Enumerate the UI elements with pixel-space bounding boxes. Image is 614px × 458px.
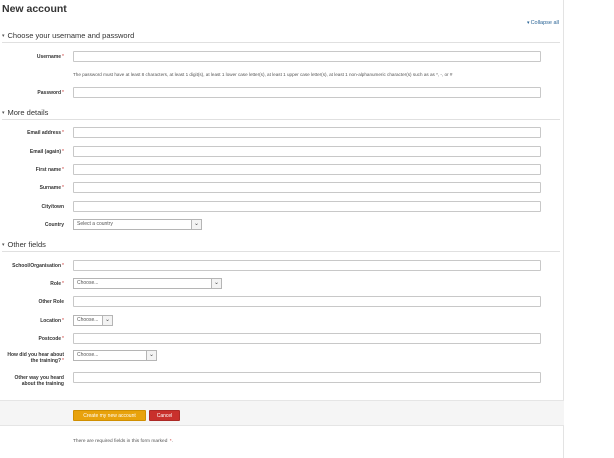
- collapse-all-link[interactable]: ▾Collapse all: [527, 20, 559, 26]
- other-role-input[interactable]: [73, 296, 541, 307]
- required-marker: *: [62, 149, 64, 155]
- country-select[interactable]: Select a country ⌄: [73, 219, 202, 230]
- username-input[interactable]: [73, 51, 541, 62]
- role-select[interactable]: Choose... ⌄: [73, 278, 222, 289]
- first-name-input[interactable]: [73, 164, 541, 175]
- email-input[interactable]: [73, 127, 541, 138]
- caret-down-icon: ▾: [2, 109, 5, 116]
- city-label: City/town: [41, 204, 64, 210]
- required-marker: *: [62, 130, 64, 136]
- row-school: [0, 260, 564, 274]
- hear-about-label-line2: the training?: [30, 358, 62, 364]
- create-account-button[interactable]: Create my new account: [73, 410, 146, 421]
- caret-down-icon: ▾: [527, 20, 530, 26]
- section-header-account[interactable]: ▾ Choose your username and password: [2, 31, 135, 40]
- other-way-label-line2: about the training: [21, 381, 64, 387]
- required-marker: *: [62, 318, 64, 324]
- chevron-down-icon: ⌄: [146, 351, 156, 360]
- cancel-button[interactable]: Cancel: [149, 410, 180, 421]
- chevron-down-icon: ⌄: [102, 316, 112, 325]
- row-role: [0, 278, 564, 292]
- caret-down-icon: ▾: [2, 32, 5, 39]
- section-details: [2, 108, 560, 117]
- required-fields-note: There are required fields in this form marked *.: [73, 439, 173, 444]
- other-way-input[interactable]: [73, 372, 541, 383]
- password-label: Password: [37, 90, 62, 96]
- row-city: [0, 201, 564, 215]
- email-label: Email address: [27, 130, 62, 136]
- required-marker: *: [62, 185, 64, 191]
- first-name-label: First name: [35, 167, 62, 173]
- required-marker: *: [62, 336, 64, 342]
- school-label: School/Organisation: [12, 263, 62, 269]
- required-marker: *: [62, 54, 64, 60]
- password-input[interactable]: [73, 87, 541, 98]
- row-username: [0, 51, 564, 65]
- city-input[interactable]: [73, 201, 541, 212]
- row-email: [0, 127, 564, 141]
- location-select[interactable]: Choose... ⌄: [73, 315, 113, 326]
- required-marker: *: [62, 167, 64, 173]
- required-marker: *: [62, 90, 64, 96]
- required-marker: *: [62, 263, 64, 269]
- section-divider: [2, 251, 560, 252]
- row-other-way: [0, 372, 564, 390]
- row-postcode: [0, 333, 564, 347]
- password-policy-hint: The password must have at least 8 characters, at least 1 digit(s), at least 1 lower case letter(s), at least 1 upper case letter(s), at least 1 non-alphanumeric character(s) such as as *, -, or #: [73, 72, 453, 77]
- page-title: New account: [2, 3, 67, 15]
- surname-label: Surname: [39, 185, 62, 191]
- hear-about-select[interactable]: Choose... ⌄: [73, 350, 157, 361]
- required-marker: *: [62, 358, 64, 364]
- row-first-name: [0, 164, 564, 178]
- postcode-label: Postcode: [38, 336, 62, 342]
- caret-down-icon: ▾: [2, 241, 5, 248]
- row-password: [0, 87, 564, 101]
- school-input[interactable]: [73, 260, 541, 271]
- username-label: Username: [36, 54, 62, 60]
- row-location: [0, 315, 564, 329]
- section-header-details[interactable]: ▾ More details: [2, 108, 49, 117]
- section-other: [2, 240, 560, 249]
- row-country: [0, 219, 564, 233]
- email-again-label: Email (again): [29, 149, 62, 155]
- other-role-label: Other Role: [38, 299, 64, 305]
- role-label: Role: [50, 281, 62, 287]
- row-other-role: [0, 296, 564, 310]
- section-header-other[interactable]: ▾ Other fields: [2, 240, 46, 249]
- email-again-input[interactable]: [73, 146, 541, 157]
- required-marker: *: [169, 439, 172, 444]
- section-divider: [2, 119, 560, 120]
- chevron-down-icon: ⌄: [191, 220, 201, 229]
- row-email-again: [0, 146, 564, 160]
- surname-input[interactable]: [73, 182, 541, 193]
- section-divider: [2, 42, 560, 43]
- form-actions-bar: [0, 400, 564, 426]
- row-surname: [0, 182, 564, 196]
- hear-about-label-line1: How did you hear about: [7, 352, 64, 358]
- location-label: Location: [40, 318, 62, 324]
- chevron-down-icon: ⌄: [211, 279, 221, 288]
- row-hear-about: [0, 350, 564, 368]
- country-label: Country: [44, 222, 64, 228]
- section-account: [2, 31, 560, 40]
- other-way-label-line1: Other way you heard: [14, 375, 64, 381]
- required-marker: *: [62, 281, 64, 287]
- postcode-input[interactable]: [73, 333, 541, 344]
